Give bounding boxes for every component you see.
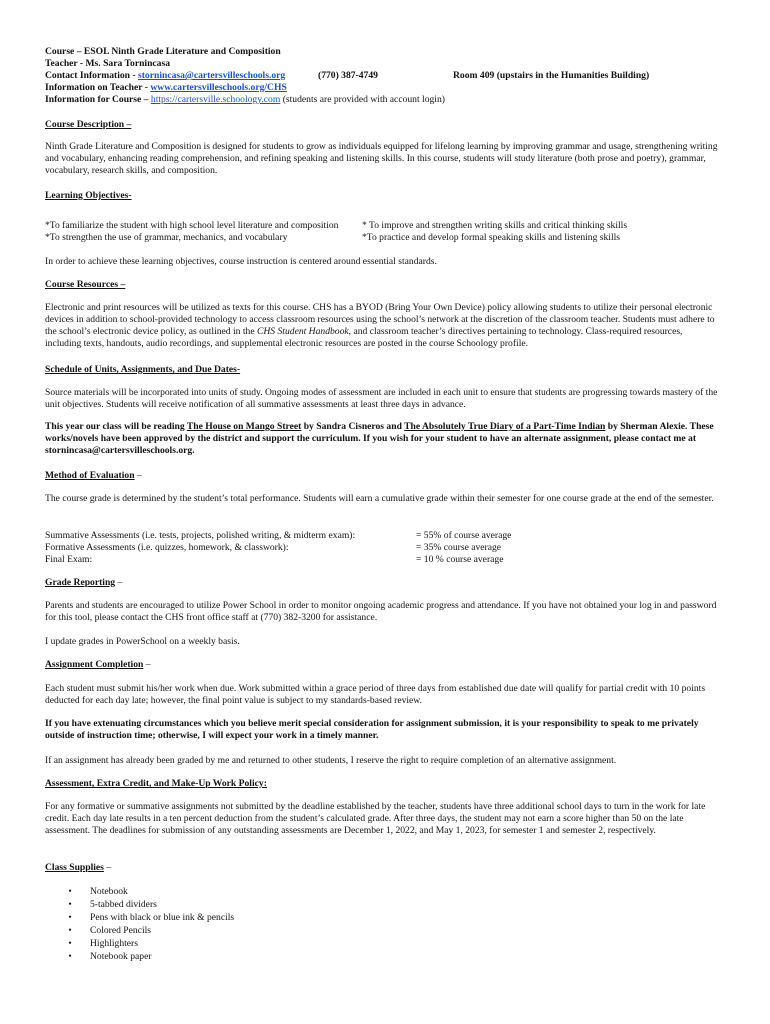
grade-reporting-heading-line — [45, 577, 122, 589]
bullet-icon: • — [68, 925, 72, 936]
course-resources-heading: Course Resources – — [45, 279, 126, 290]
bullet-icon: • — [68, 886, 72, 897]
course-info-link[interactable]: https://cartersville.schoology.com — [150, 94, 281, 105]
objectives-note: In order to achieve these learning objectives, course instruction is centered around essential standards. — [45, 256, 437, 267]
grade-weight-label-final: Final Exam: — [45, 554, 93, 565]
course-resources-text-1: Electronic and print resources will be utilized as texts for this course. CHS has a BYOD (Bring Your Own Device) policy allowing students to utilize their personal electronic devices in addition to school-provided technology to access classroom resources using the school’s network at the discretion of the classroom teacher. Students must adhere to the school’s electronic device policy, as outlined in the — [45, 302, 715, 337]
teacher-info-line — [45, 82, 287, 94]
contact-email-link[interactable]: stornincasa@cartersvilleschools.org — [138, 70, 286, 81]
course-info-note: (students are provided with account login) — [280, 94, 445, 105]
course-description-heading: Course Description – — [45, 119, 132, 130]
assessment-policy-body: For any formative or summative assignments not submitted by the deadline established by the teacher, students have three additional school days to turn in the work for late credit. Each day late results in a ten percent deduction from the student’s calculated grade. After three days, the student may not earn a score higher than 50 on the late assessment. The deadlines for submission of any outstanding assessments are December 1, 2022, and May 1, 2023, for semester 1 and semester 2, respectively. — [45, 801, 706, 836]
objective-right-1: * To improve and strengthen writing skills and critical thinking skills — [362, 220, 628, 231]
assignment-completion-heading-suffix: – — [143, 659, 151, 670]
assignment-completion-body: Each student must submit his/her work when due. Work submitted within a grace period of three days from established due date will qualify for partial credit with 10 points deducted for each day late; however, the final point value is subject to my standards-based review. — [45, 683, 706, 706]
supplies-heading-suffix: – — [103, 862, 112, 873]
reading-text-4: These works/novels have been approved by the district and support the curriculum. If you wish for your student to have an alternate assignment, please contact me at stornincasa@cartersvilleschools.org. — [45, 421, 714, 456]
grade-weight-value-formative: = 35% course average — [416, 542, 502, 553]
course-resources-text-2: , and classroom teacher’s directives pertaining to technology. Class-required resources, including texts, handouts, audio recordings, and supplemental electronic resources are posted in the course Schoology profile. — [45, 326, 683, 349]
grade-reporting-heading-suffix: – — [115, 577, 123, 588]
supply-item: 5-tabbed dividers — [90, 899, 157, 910]
supply-item: Highlighters — [90, 938, 138, 949]
supplies-heading: Class Supplies — [45, 862, 104, 873]
student-handbook-title: CHS Student Handbook — [256, 326, 349, 337]
extenuating-circumstances-note: If you have extenuating circumstances which you believe merit special consideration for assignment submission, it is your responsibility to speak to me privately outside of instruction time; otherwise, I will expect your work in a timely manner. — [45, 718, 699, 741]
bullet-icon: • — [68, 951, 72, 962]
book-title-part-time-indian: The Absolutely True Diary of a Part-Time Indian — [404, 421, 606, 432]
bullet-icon: • — [68, 938, 72, 949]
evaluation-heading-line — [45, 470, 142, 482]
reading-text-3: by Sherman Alexie. — [605, 421, 688, 432]
grade-weight-value-summative: = 55% of course average — [416, 530, 512, 541]
supply-item: Colored Pencils — [90, 925, 152, 936]
objective-right-2: *To practice and develop formal speaking skills and listening skills — [362, 232, 621, 243]
learning-objectives-heading: Learning Objectives- — [45, 190, 132, 201]
course-description-body: Ninth Grade Literature and Composition is designed for students to grow as individuals equipped for lifelong learning by improving grammar and usage, strengthening writing and vocabulary, enhancing reading comprehension, and refining speaking and listening skills. In this course, students will study literature (both prose and poetry), grammar, vocabulary, research skills, and composition. — [45, 141, 718, 176]
contact-line — [45, 70, 285, 82]
supply-item: Notebook — [90, 886, 128, 897]
course-info-line — [45, 94, 445, 106]
bullet-icon: • — [68, 912, 72, 923]
grade-reporting-note: I update grades in PowerSchool on a weekly basis. — [45, 636, 240, 647]
supply-item: Pens with black or blue ink & pencils — [90, 912, 235, 923]
contact-phone: (770) 387-4749 — [318, 70, 378, 81]
evaluation-heading: Method of Evaluation — [45, 470, 135, 481]
grade-weight-label-formative: Formative Assessments (i.e. quizzes, homework, & classwork): — [45, 542, 289, 553]
course-info-label: Information for Course – — [45, 94, 151, 105]
reading-list-notice — [45, 421, 720, 457]
teacher-name: Teacher - Ms. Sara Tornincasa — [45, 58, 170, 69]
evaluation-heading-suffix: – — [134, 470, 142, 481]
alternative-assignment-note: If an assignment has already been graded by me and returned to other students, I reserve the right to require completion of an alternative assignment. — [45, 755, 617, 766]
contact-room: Room 409 (upstairs in the Humanities Building) — [453, 70, 650, 81]
evaluation-body: The course grade is determined by the student’s total performance. Students will earn a cumulative grade within their semester for one course grade at the end of the semester. — [45, 493, 714, 504]
course-title: Course – ESOL Ninth Grade Literature and Composition — [45, 46, 281, 57]
grade-reporting-body: Parents and students are encouraged to utilize Power School in order to monitor ongoing academic progress and attendance. If you have not obtained your log in and password for this tool, please contact the CHS front office staff at (770) 382-3200 for assistance. — [45, 600, 717, 623]
assessment-policy-heading: Assessment, Extra Credit, and Make-Up Work Policy: — [45, 778, 267, 789]
bullet-icon: • — [68, 899, 72, 910]
reading-text-1: This year our class will be reading — [45, 421, 187, 432]
supplies-heading-line — [45, 862, 111, 874]
objective-left-1: *To familiarize the student with high school level literature and composition — [45, 220, 339, 231]
reading-text-2: by Sandra Cisneros and — [301, 421, 405, 432]
grade-reporting-heading: Grade Reporting — [45, 577, 116, 588]
schedule-body: Source materials will be incorporated into units of study. Ongoing modes of assessment are included in each unit to ensure that students are progressing towards mastery of the unit objectives. Students will receive notification of all summative assessments at least three days in advance. — [45, 387, 718, 410]
supply-item: Notebook paper — [90, 951, 152, 962]
contact-label: Contact Information - — [45, 70, 138, 81]
grade-weight-value-final: = 10 % course average — [416, 554, 504, 565]
course-resources-body — [45, 302, 720, 350]
grade-weight-label-summative: Summative Assessments (i.e. tests, projects, polished writing, & midterm exam): — [45, 530, 356, 541]
book-title-mango-street: The House on Mango Street — [186, 421, 302, 432]
assignment-completion-heading: Assignment Completion — [45, 659, 144, 670]
schedule-heading: Schedule of Units, Assignments, and Due Dates- — [45, 364, 241, 375]
teacher-info-label: Information on Teacher - — [45, 82, 151, 93]
assignment-completion-heading-line — [45, 659, 151, 671]
objective-left-2: *To strengthen the use of grammar, mechanics, and vocabulary — [45, 232, 288, 243]
teacher-info-link[interactable]: www.cartersvilleschools.org/CHS — [150, 82, 287, 93]
